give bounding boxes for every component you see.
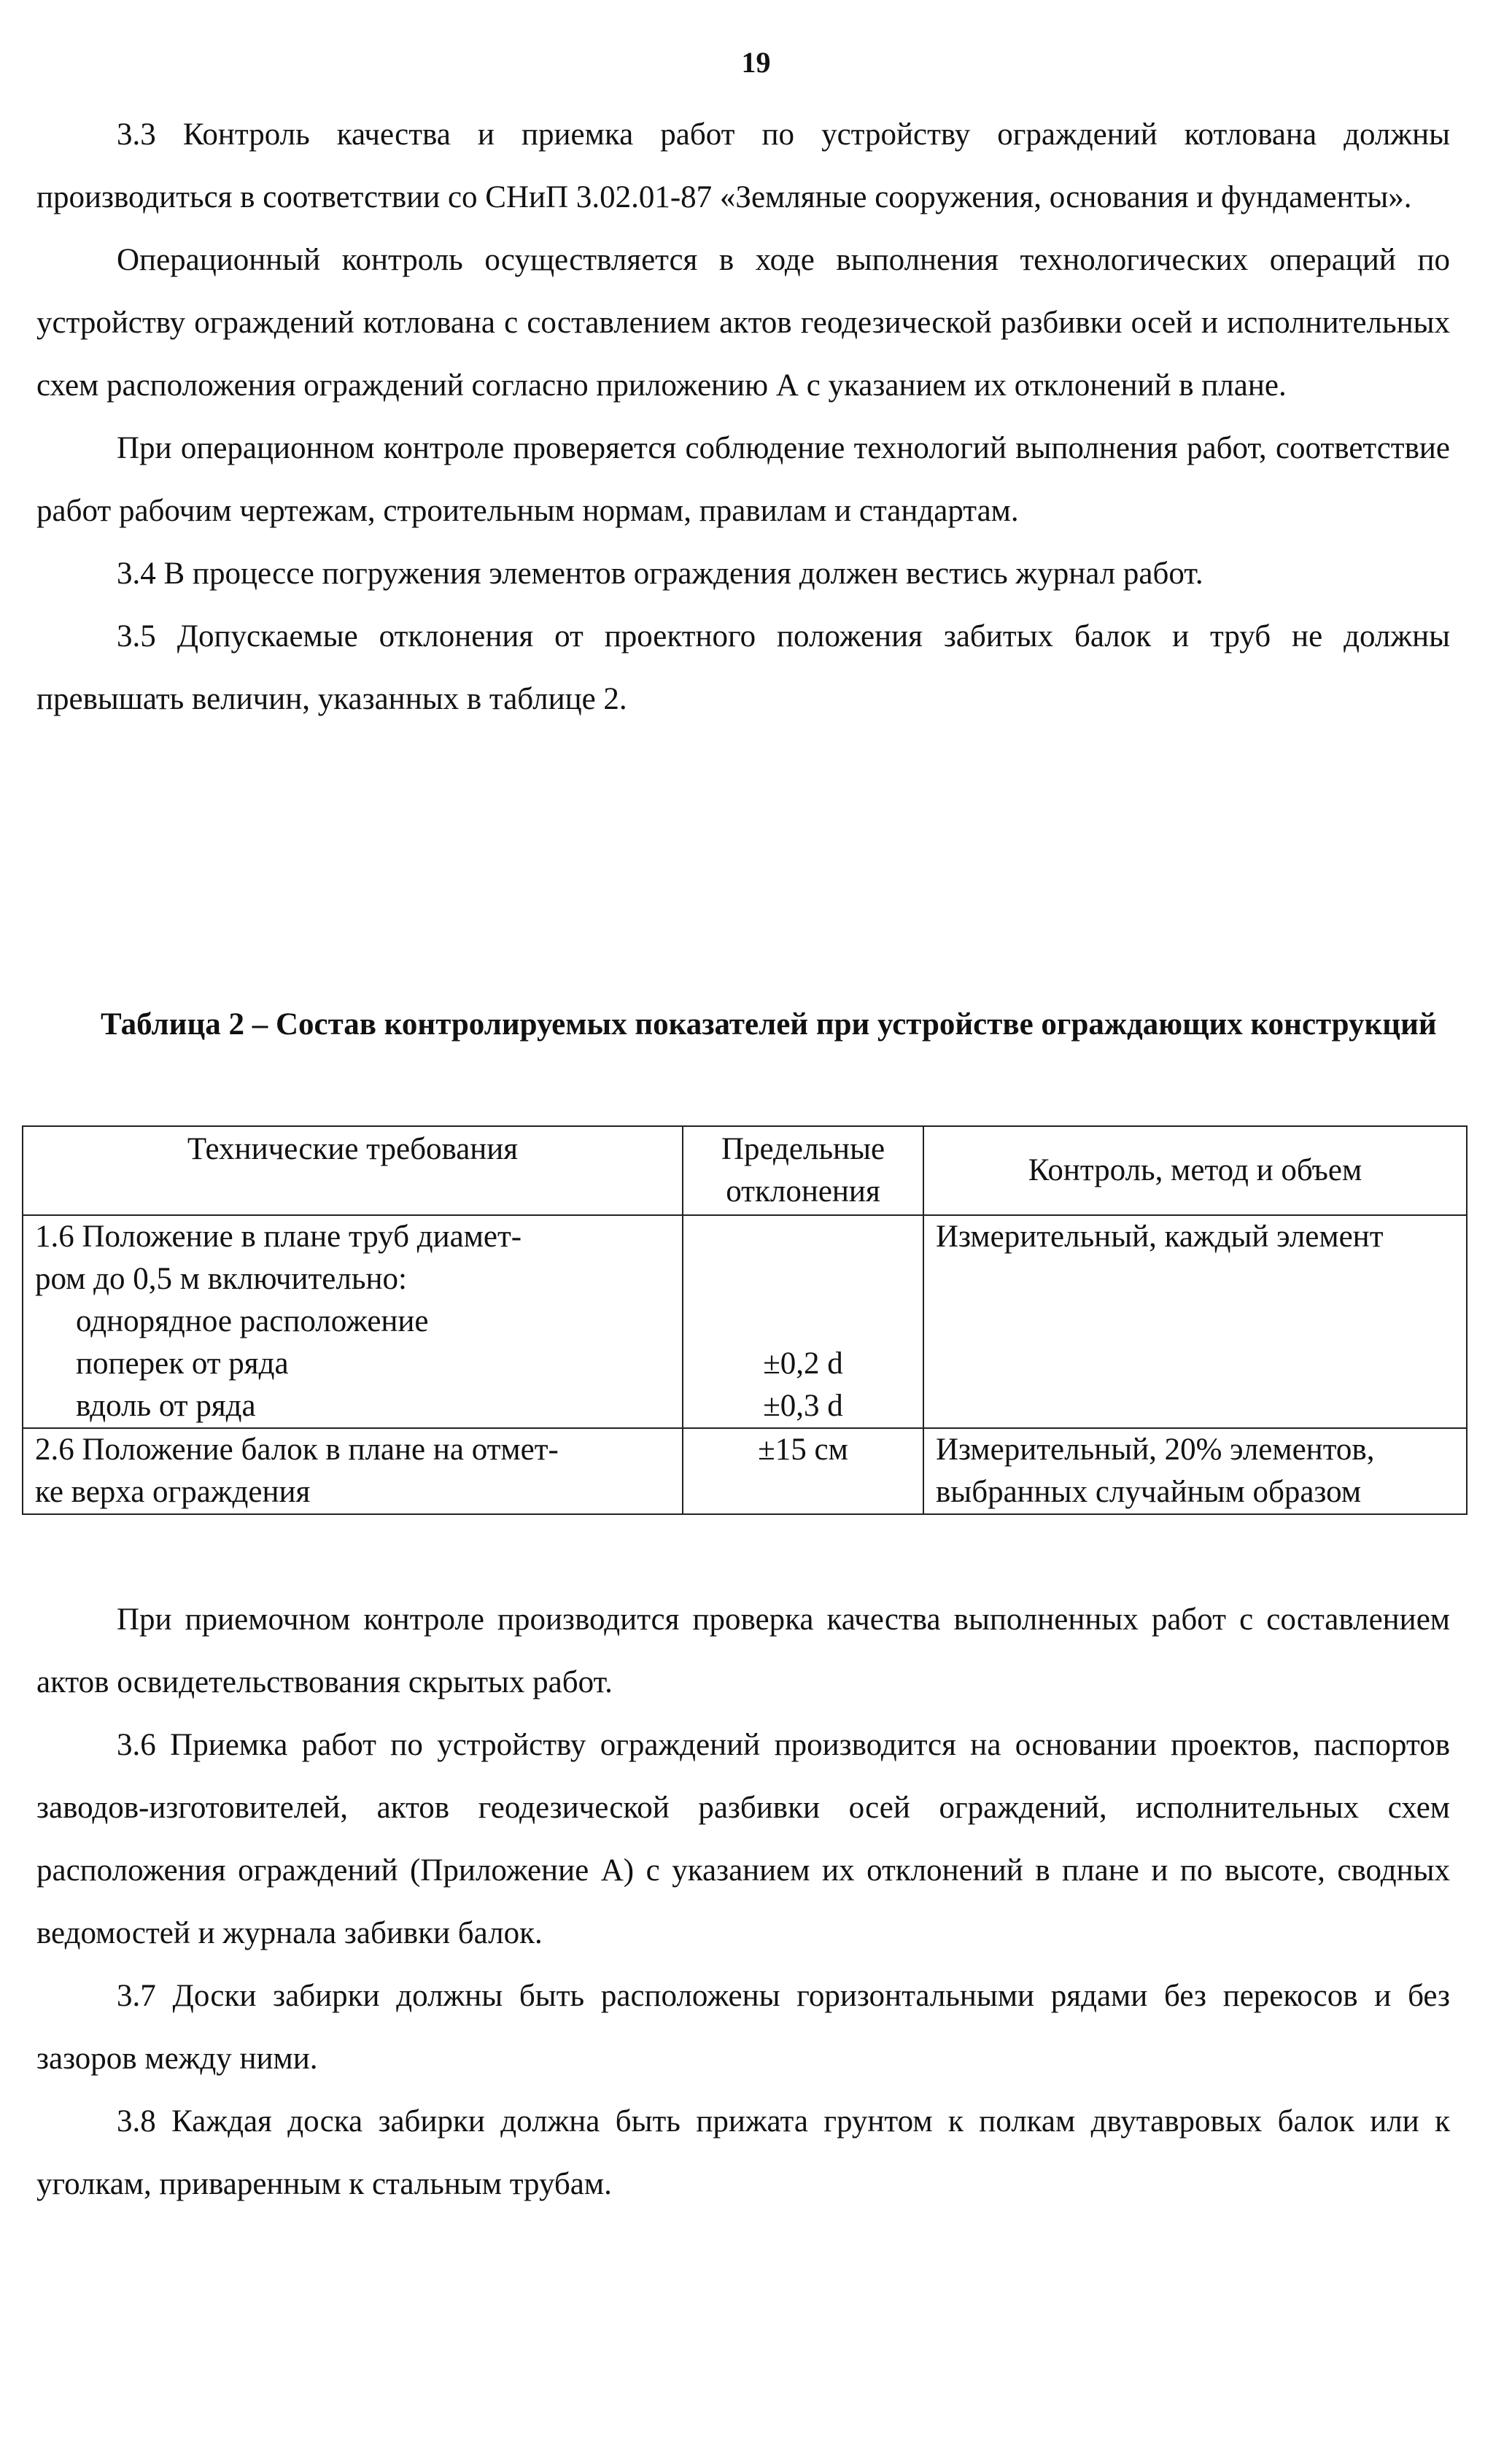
requirement-line: ром до 0,5 м включительно:	[35, 1262, 407, 1296]
paragraph-3-8: 3.8 Каждая доска забирки должна быть прижата грунтом к полкам двутавровых балок или к уголкам, приваренным к стальным трубам.	[36, 2104, 1450, 2201]
deviation-along-row: ±0,3 d	[763, 1389, 843, 1423]
requirements-table	[22, 1125, 1468, 1515]
cell-requirement-1-6	[23, 1215, 683, 1428]
paragraph-operational-control: Операционный контроль осуществляется в ходе выполнения технологических операций по устройству ограждений котлована с составлением актов геодезической разбивки осей и исполнительных схем расположения ограждений согласно приложению А с указанием их отклонений в плане.	[36, 243, 1450, 403]
table-header-row	[23, 1126, 1467, 1215]
deviation-across-row: ±0,2 d	[763, 1346, 843, 1381]
table-row	[23, 1215, 1467, 1428]
page-number: 19	[741, 46, 771, 79]
cell-control-1-6: Измерительный, каждый элемент	[923, 1215, 1467, 1428]
requirement-line: ке верха ограждения	[35, 1475, 311, 1509]
requirement-line: однорядное расположение	[76, 1304, 429, 1338]
requirement-line: 2.6 Положение балок в плане на отмет-	[35, 1432, 559, 1467]
requirement-line: вдоль от ряда	[76, 1389, 256, 1423]
cell-deviation-2-6: ±15 см	[683, 1428, 923, 1514]
body-text-bottom	[36, 1589, 1450, 2216]
cell-requirement-2-6	[23, 1428, 683, 1514]
cell-deviation-1-6	[683, 1215, 923, 1428]
paragraph-acceptance-control: При приемочном контроле производится проверка качества выполненных работ с составлением актов освидетельствования скрытых работ.	[36, 1602, 1450, 1699]
requirement-line: 1.6 Положение в плане труб диамет-	[35, 1220, 522, 1254]
table-row	[23, 1428, 1467, 1514]
cell-control-2-6: Измерительный, 20% элементов, выбранных случайным образом	[923, 1428, 1467, 1514]
requirement-line: поперек от ряда	[76, 1346, 289, 1381]
table-caption: Таблица 2 – Состав контролируемых показателей при устройстве ограждающих конструкций	[101, 1007, 1437, 1042]
paragraph-3-4: 3.4 В процессе погружения элементов ограждения должен вестись журнал работ.	[117, 557, 1203, 591]
header-limit-deviations: Предельные отклонения	[683, 1126, 923, 1215]
body-text-top	[36, 104, 1450, 731]
paragraph-3-3: 3.3 Контроль качества и приемка работ по устройству ограждений котлована должны производиться в соответствии со СНиП 3.02.01-87 «Земляные сооружения, основания и фундаменты».	[36, 117, 1450, 214]
paragraph-3-5: 3.5 Допускаемые отклонения от проектного положения забитых балок и труб не должны превышать величин, указанных в таблице 2.	[36, 619, 1450, 716]
header-control-method: Контроль, метод и объем	[923, 1126, 1467, 1215]
paragraph-3-6: 3.6 Приемка работ по устройству ограждений производится на основании проектов, паспортов заводов-изготовителей, актов геодезической разбивки осей ограждений, исполнительных схем расположения ограждений (Приложение А) с указанием их отклонений в плане и по высоте, сводных ведомостей и журнала забивки балок.	[36, 1728, 1450, 1950]
paragraph-3-7: 3.7 Доски забирки должны быть расположены горизонтальными рядами без перекосов и без зазоров между ними.	[36, 1979, 1450, 2076]
paragraph-operational-check: При операционном контроле проверяется соблюдение технологий выполнения работ, соответствие работ рабочим чертежам, строительным нормам, правилам и стандартам.	[36, 431, 1450, 528]
header-technical-requirements: Технические требования	[23, 1126, 683, 1215]
